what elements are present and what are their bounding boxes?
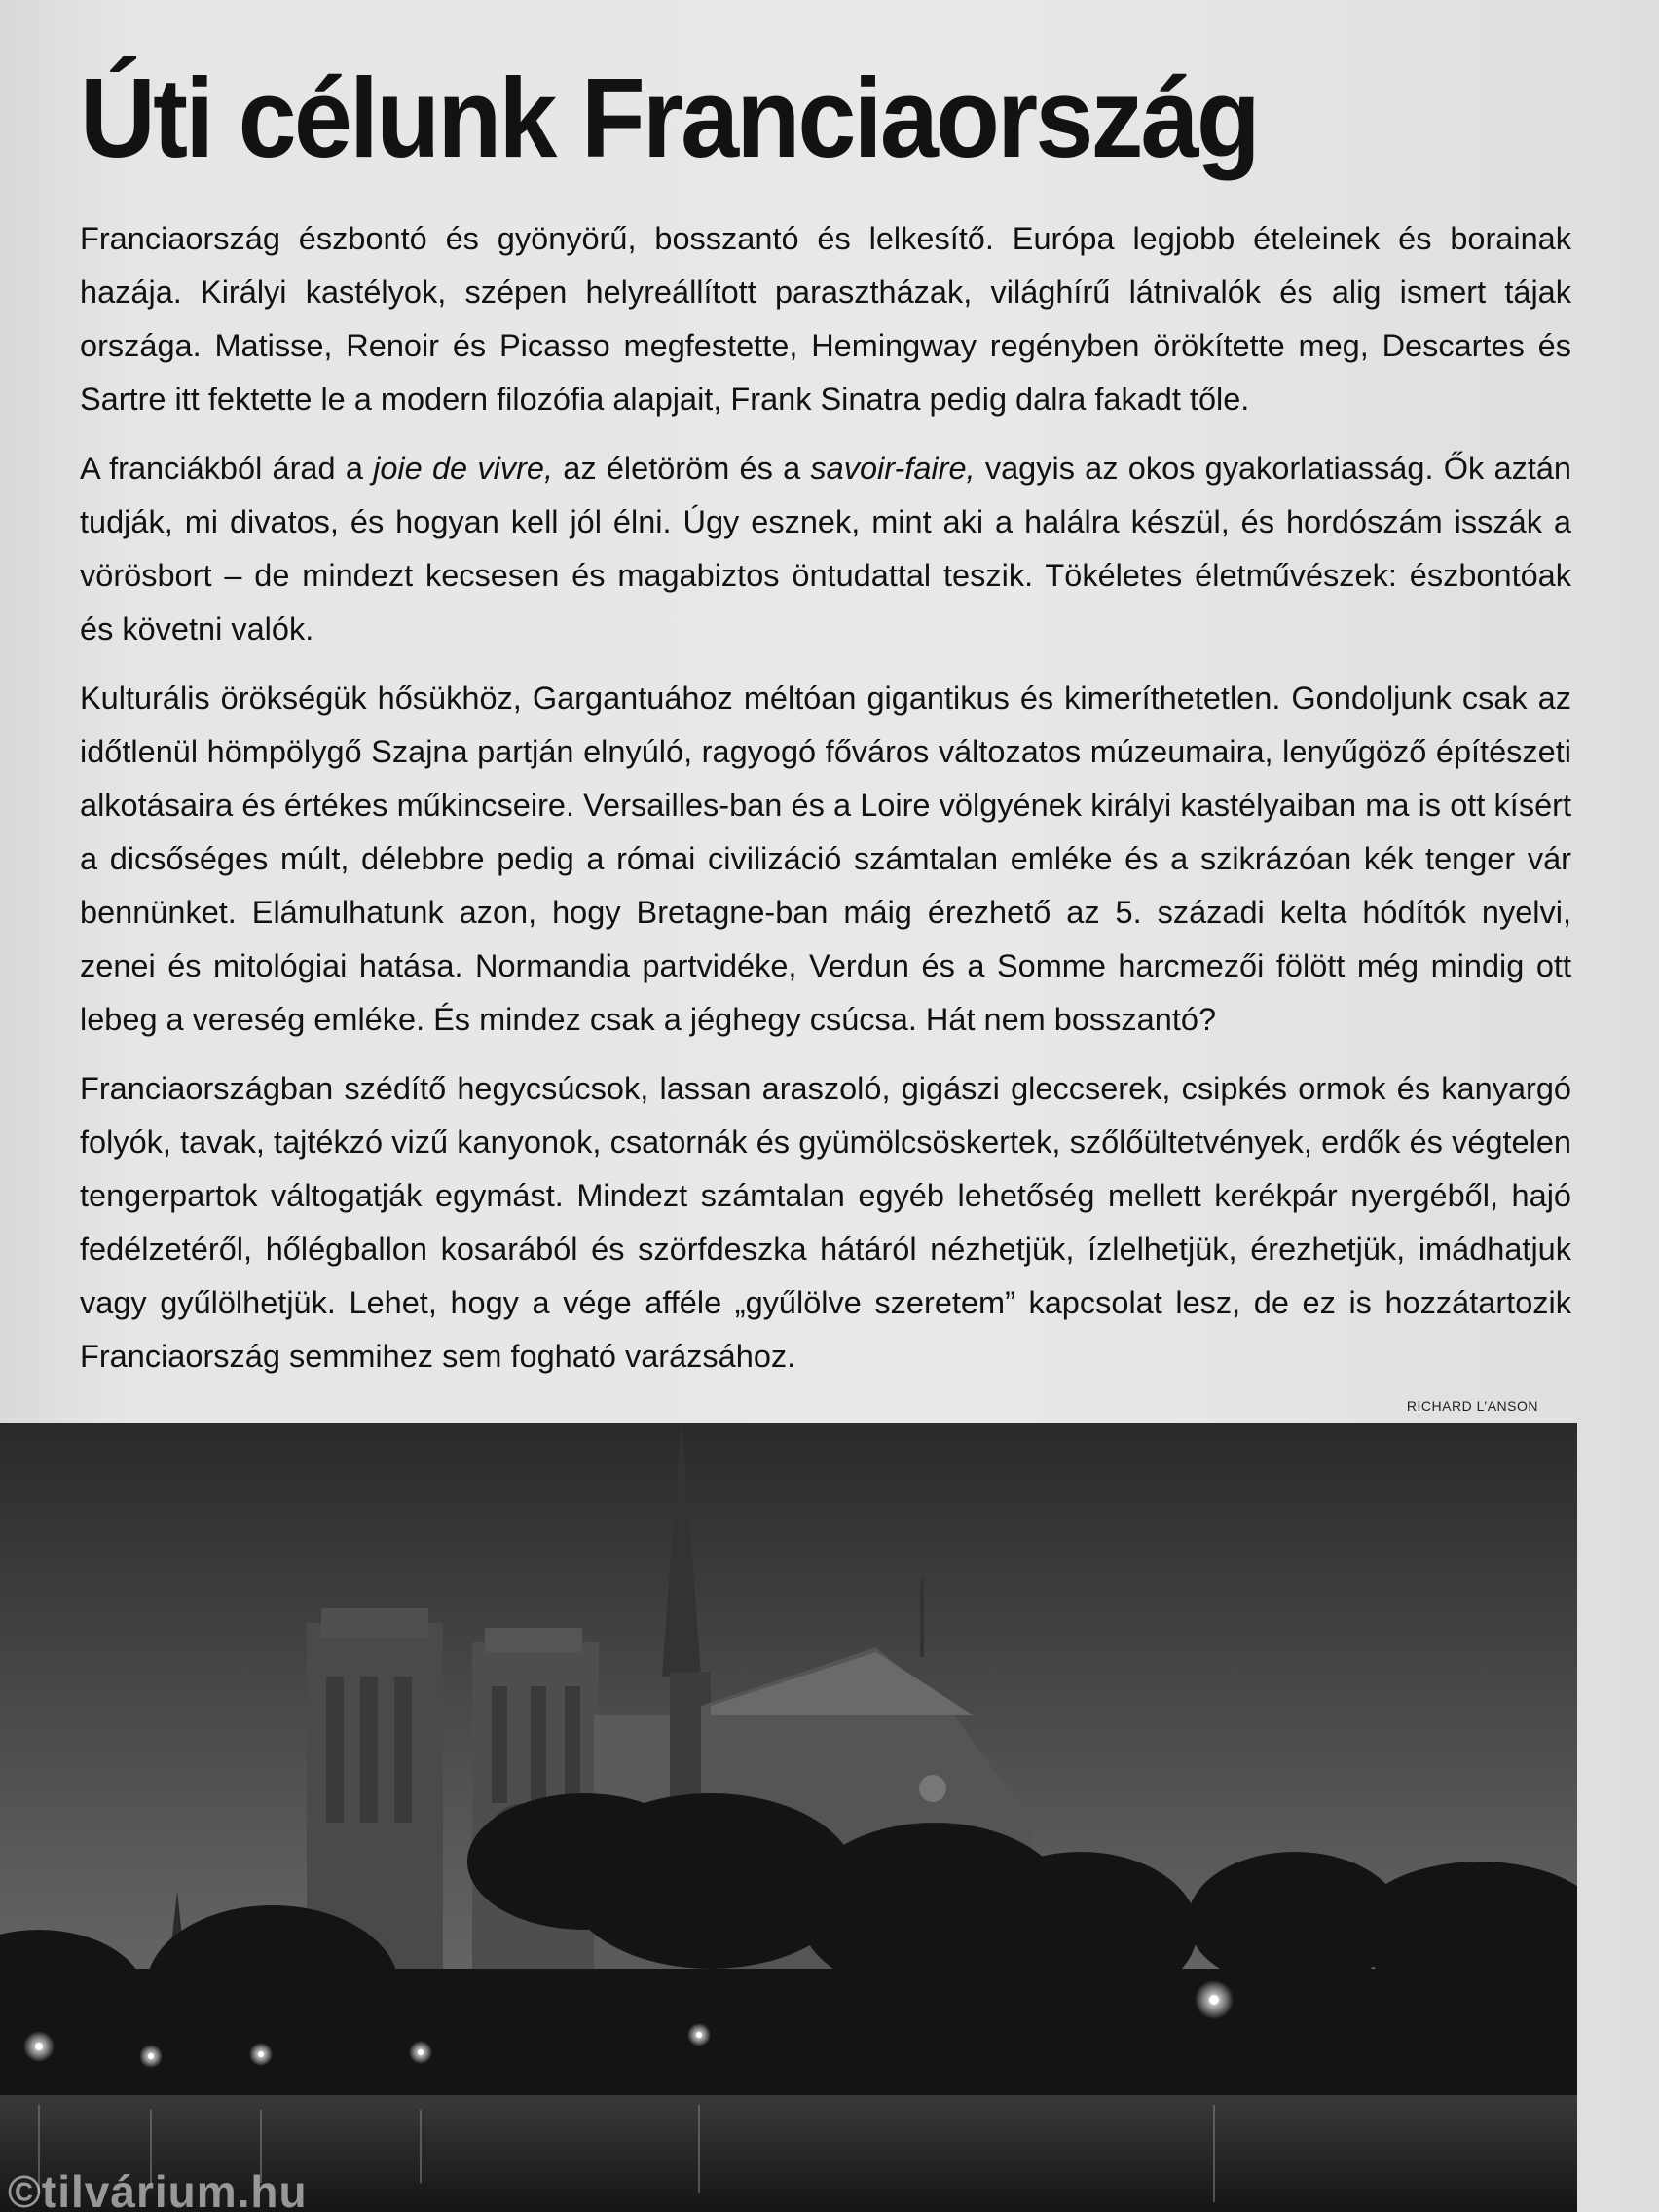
savoir-faire-phrase: savoir-faire, — [810, 451, 976, 486]
paragraph-2-part-a: A franciákból árad a — [80, 451, 374, 486]
paragraph-1: Franciaország észbontó és gyönyörű, bosszantó és lelkesítő. Európa legjobb ételeinek és borainak hazája. Királyi kastélyok, szépen helyreállított parasztházak, világhírű látnivalók és alig ismert tájak országa. Matisse, Renoir és Picasso megfestette, Hemingway regényben örökítette meg, Descartes és Sartre itt fektette le a modern filozófia alapjait, Frank Sinatra pedig dalra fakadt tőle. — [80, 221, 1571, 417]
paragraph-3: Kulturális örökségük hősükhöz, Gargantuához méltóan gigantikus és kimeríthetetlen. Gondoljunk csak az időtlenül hömpölygő Szajna partján elnyúló, ragyogó főváros változatos múzeumaira, lenyűgöző építészeti alkotásaira és értékes műkincseire. Versailles-ban és a Loire völgyének királyi kastélyaiban ma is ott kísért a dicsőséges múlt, délebbre pedig a római civilizáció számtalan emléke és a szikrázóan kék tenger vár bennünket. Elámulhatunk azon, hogy Bretagne-ban máig érezhető az 5. századi kelta hódítók nyelvi, zenei és mitológiai hatása. Normandia partvidéke, Verdun és a Somme harcmezői fölött még mindig ott lebeg a vereség emléke. És mindez csak a jéghegy csúcsa. Hát nem bosszantó? — [80, 681, 1571, 1037]
paragraph-4: Franciaországban szédítő hegycsúcsok, lassan araszoló, gigászi gleccserek, csipkés ormok és kanyargó folyók, tavak, tajtékzó vizű kanyonok, csatornák és gyümölcsöskertek, szőlőültetvények, erdők és végtelen tengerpartok váltogatják egymást. Mindezt számtalan egyéb lehetőség mellett kerékpár nyergéből, hajó fedélzetéről, hőlégballon kosarából és szörfdeszka hátáról nézhetjük, ízlelhetjük, érezhetjük, imádhatjuk vagy gyűlölhetjük. Lehet, hogy a vége afféle „gyűlölve szeretem” kapcsolat lesz, de ez is hozzátartozik Franciaország semmihez sem fogható varázsához. — [80, 1071, 1571, 1374]
photo-credit: RICHARD L’ANSON — [1406, 1398, 1538, 1414]
paragraph-2-part-c: vagyis az okos gyakorlatiasság. Ők aztán tudják, mi divatos, és hogyan kell jól élni. Úgy esznek, mint aki a halálra készül, és hordószám isszák a vörösbort – de mindezt kecsesen és magabiztos öntudattal teszik. Tökéletes életművészek: észbontóak és követni valók. — [80, 451, 1571, 646]
page-title: Úti célunk Franciaország — [80, 55, 1259, 181]
notre-dame-photo — [0, 1423, 1577, 2212]
paragraph-2 — [80, 442, 1571, 656]
watermark: ©tilvárium.hu — [8, 2166, 308, 2212]
photo-illustration — [0, 1423, 1577, 2212]
paragraph-2-part-b: az életöröm és a — [553, 451, 811, 486]
article-body — [80, 212, 1571, 1399]
joie-de-vivre-phrase: joie de vivre, — [373, 451, 554, 486]
